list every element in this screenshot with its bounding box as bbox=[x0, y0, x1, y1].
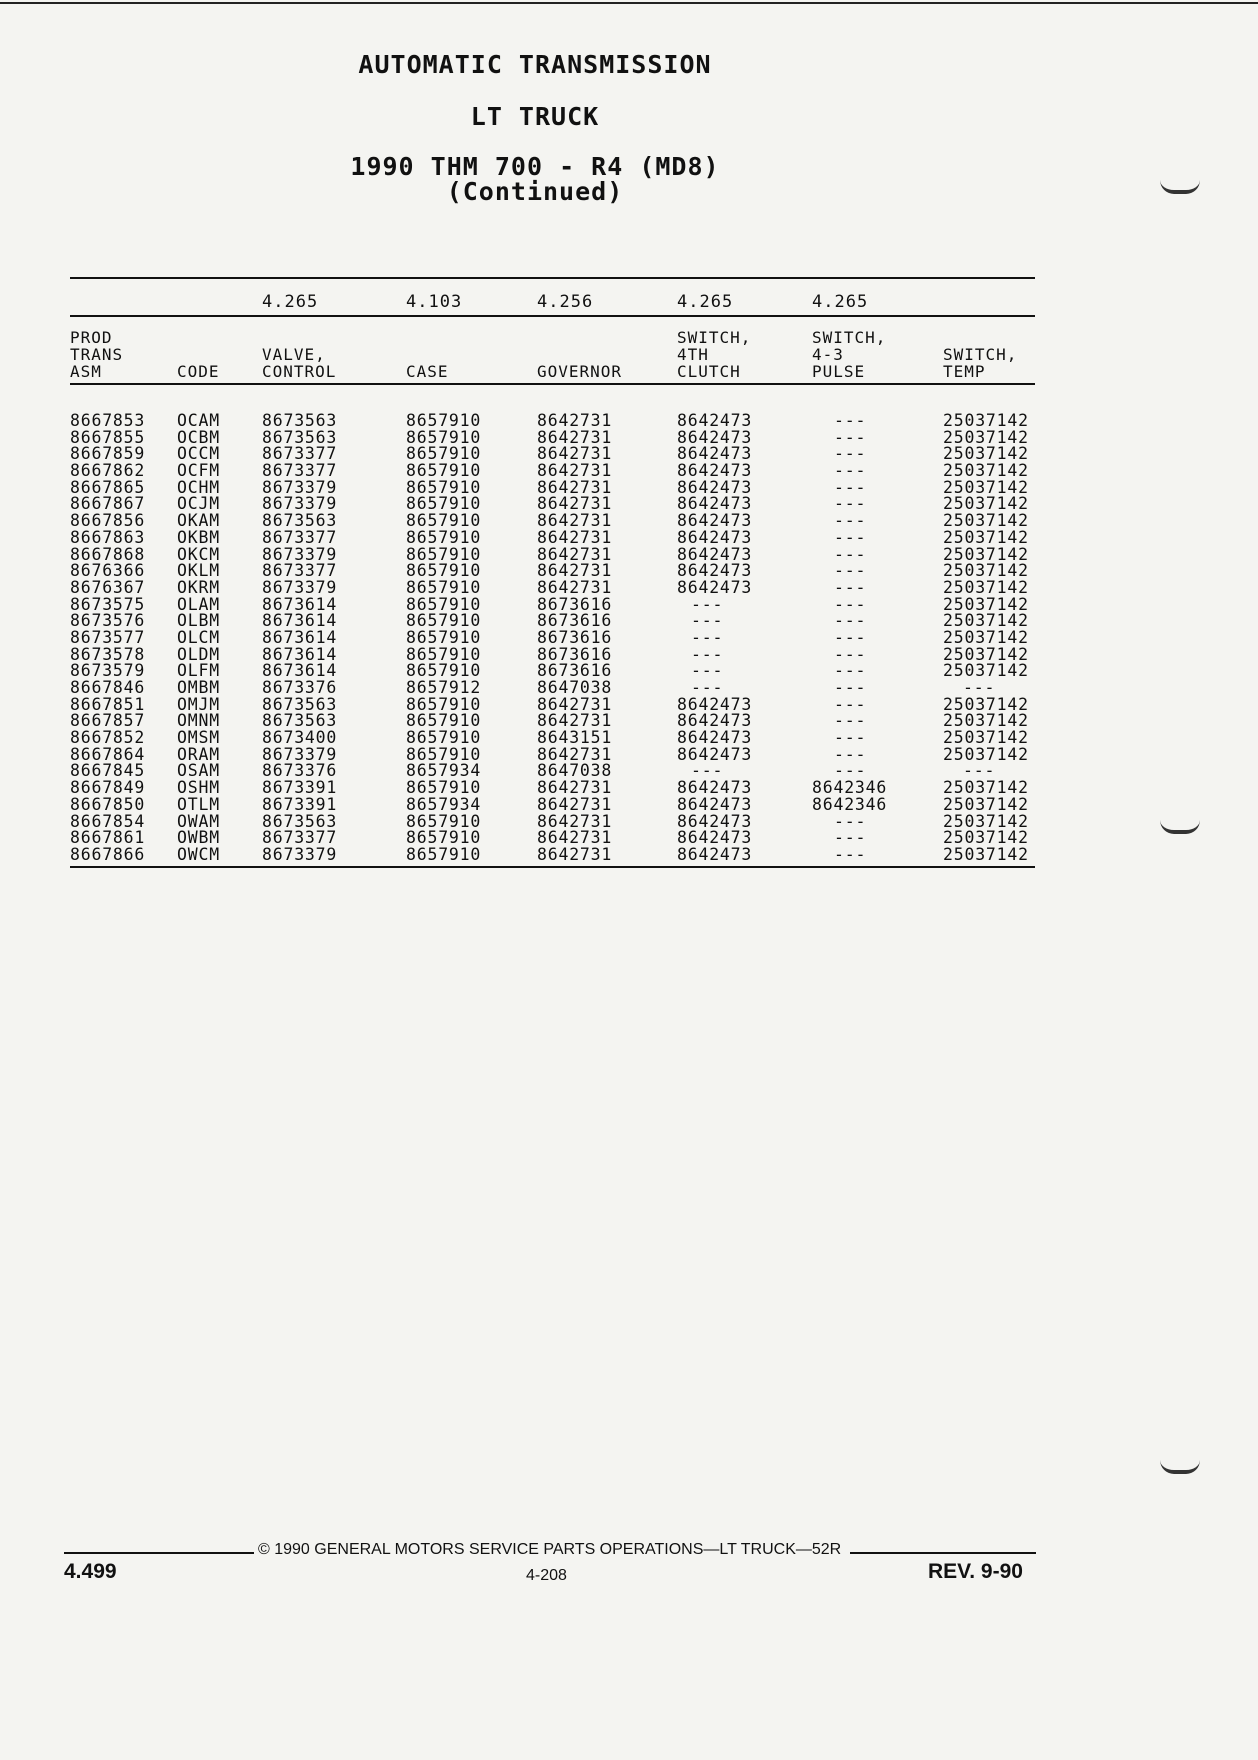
table-cell: 8642473 bbox=[677, 794, 753, 814]
table-cell: --- bbox=[834, 744, 867, 764]
table-cell: 25037142 bbox=[943, 461, 1029, 481]
table-cell: --- bbox=[834, 444, 867, 464]
table-cell: OLCM bbox=[177, 627, 220, 647]
table-cell: OSHM bbox=[177, 778, 220, 798]
table-cell: OLBM bbox=[177, 611, 220, 631]
table-cell: 8642473 bbox=[677, 828, 753, 848]
table-cell: 8673575 bbox=[70, 594, 146, 614]
table-row bbox=[0, 796, 1258, 813]
table-cell: --- bbox=[691, 611, 724, 631]
table-cell: 25037142 bbox=[943, 744, 1029, 764]
table-cell: 8673563 bbox=[262, 411, 338, 430]
table-cell: 8667862 bbox=[70, 461, 146, 481]
table-cell: 8673379 bbox=[262, 477, 338, 497]
table-cell: 8673377 bbox=[262, 561, 338, 581]
table-cell: OLAM bbox=[177, 594, 220, 614]
table-cell: OKLM bbox=[177, 561, 220, 581]
column-header bbox=[537, 329, 622, 380]
table-cell: ORAM bbox=[177, 744, 220, 764]
parts-table-body bbox=[0, 412, 1258, 863]
table-cell: 8642731 bbox=[537, 828, 613, 848]
table-cell: 25037142 bbox=[943, 594, 1029, 614]
column-header-line: PULSE bbox=[812, 362, 866, 381]
table-cell: 8642731 bbox=[537, 577, 613, 597]
table-cell: --- bbox=[834, 644, 867, 664]
table-cell: 8657910 bbox=[406, 461, 482, 481]
table-cell: OMBM bbox=[177, 678, 220, 697]
table-cell: 8673377 bbox=[262, 828, 338, 848]
table-cell: --- bbox=[691, 761, 724, 781]
document-title: AUTOMATIC TRANSMISSION bbox=[358, 50, 712, 79]
table-row bbox=[0, 479, 1258, 496]
table-cell: 8657910 bbox=[406, 828, 482, 848]
table-cell: 8642473 bbox=[677, 444, 753, 464]
table-cell: 25037142 bbox=[943, 794, 1029, 814]
table-cell: 25037142 bbox=[943, 561, 1029, 581]
table-row bbox=[0, 846, 1258, 863]
table-cell: 8667867 bbox=[70, 494, 146, 514]
table-cell: 8676367 bbox=[70, 577, 146, 597]
table-cell: 8647038 bbox=[537, 761, 613, 781]
table-cell: 8667855 bbox=[70, 427, 146, 447]
table-cell: --- bbox=[834, 527, 867, 547]
table-row bbox=[0, 813, 1258, 830]
table-cell: 25037142 bbox=[943, 728, 1029, 748]
table-cell: 8642731 bbox=[537, 778, 613, 798]
table-cell: 8667846 bbox=[70, 678, 146, 697]
table-cell: 8667868 bbox=[70, 544, 146, 564]
table-cell: 8657910 bbox=[406, 527, 482, 547]
table-cell: 25037142 bbox=[943, 811, 1029, 831]
table-cell: 25037142 bbox=[943, 644, 1029, 664]
table-cell: 8673616 bbox=[537, 611, 613, 631]
column-header-line: CASE bbox=[406, 362, 449, 381]
table-cell: 8642473 bbox=[677, 477, 753, 497]
group-ref: 4.103 bbox=[406, 292, 463, 312]
table-cell: 8673579 bbox=[70, 661, 146, 681]
table-cell: 8643151 bbox=[537, 728, 613, 748]
table-cell: 8673563 bbox=[262, 694, 338, 714]
table-top-rule bbox=[70, 277, 1035, 279]
table-cell: 25037142 bbox=[943, 828, 1029, 848]
table-cell: 25037142 bbox=[943, 661, 1029, 681]
table-row bbox=[0, 429, 1258, 446]
table-cell: 25037142 bbox=[943, 844, 1029, 864]
table-cell: 8673377 bbox=[262, 461, 338, 481]
table-cell: 8667859 bbox=[70, 444, 146, 464]
column-header bbox=[943, 329, 1017, 380]
table-cell: 8673616 bbox=[537, 644, 613, 664]
table-cell: 25037142 bbox=[943, 477, 1029, 497]
table-cell: 8657910 bbox=[406, 444, 482, 464]
table-cell: 25037142 bbox=[943, 627, 1029, 647]
table-row bbox=[0, 762, 1258, 779]
column-header-line: TRANS bbox=[70, 345, 124, 364]
table-cell: OCAM bbox=[177, 411, 220, 430]
table-row bbox=[0, 596, 1258, 613]
table-cell: --- bbox=[834, 561, 867, 581]
table-cell: 8667861 bbox=[70, 828, 146, 848]
table-cell: 8657910 bbox=[406, 728, 482, 748]
table-cell: OSAM bbox=[177, 761, 220, 781]
table-cell: 8642731 bbox=[537, 527, 613, 547]
table-cell: --- bbox=[834, 594, 867, 614]
table-cell: 8657910 bbox=[406, 594, 482, 614]
table-cell: 8657910 bbox=[406, 644, 482, 664]
table-cell: 8657910 bbox=[406, 844, 482, 864]
table-cell: 8657912 bbox=[406, 678, 482, 697]
table-cell: 8642731 bbox=[537, 477, 613, 497]
group-ref: 4.265 bbox=[677, 292, 734, 312]
column-header-line: VALVE, bbox=[262, 345, 326, 364]
table-cell: 8673563 bbox=[262, 427, 338, 447]
table-cell: 8676366 bbox=[70, 561, 146, 581]
column-header bbox=[70, 329, 123, 380]
table-cell: 8673614 bbox=[262, 594, 338, 614]
table-cell: 8642731 bbox=[537, 844, 613, 864]
table-cell: 8673614 bbox=[262, 627, 338, 647]
table-cell: --- bbox=[834, 711, 867, 731]
table-cell: 8642731 bbox=[537, 794, 613, 814]
table-cell: 8642473 bbox=[677, 544, 753, 564]
table-cell: OCBM bbox=[177, 427, 220, 447]
table-cell: OWAM bbox=[177, 811, 220, 831]
table-row bbox=[0, 495, 1258, 512]
table-row bbox=[0, 712, 1258, 729]
column-header-line bbox=[177, 329, 220, 346]
column-header bbox=[262, 329, 336, 380]
table-cell: 8657910 bbox=[406, 694, 482, 714]
table-cell: 25037142 bbox=[943, 611, 1029, 631]
table-cell: OCFM bbox=[177, 461, 220, 481]
table-cell: 8673379 bbox=[262, 844, 338, 864]
table-cell: OCCM bbox=[177, 444, 220, 464]
table-cell: 8657910 bbox=[406, 561, 482, 581]
table-cell: 8642473 bbox=[677, 511, 753, 531]
table-cell: 8673376 bbox=[262, 761, 338, 781]
table-cell: --- bbox=[691, 661, 724, 681]
document-subtitle: LT TRUCK bbox=[470, 102, 600, 131]
table-cell: 8657910 bbox=[406, 544, 482, 564]
table-cell: 8673379 bbox=[262, 544, 338, 564]
table-cell: 8642473 bbox=[677, 561, 753, 581]
table-cell: OMNM bbox=[177, 711, 220, 731]
table-cell: 8667850 bbox=[70, 794, 146, 814]
group-ref: 4.265 bbox=[262, 292, 319, 312]
table-cell: 8642346 bbox=[812, 778, 888, 798]
table-cell: 8642473 bbox=[677, 527, 753, 547]
table-cell: 8647038 bbox=[537, 678, 613, 697]
table-cell: 8642731 bbox=[537, 511, 613, 531]
column-header-line: SWITCH, bbox=[943, 345, 1018, 364]
table-cell: 8642731 bbox=[537, 427, 613, 447]
table-cell: 8673616 bbox=[537, 594, 613, 614]
table-cell: 8657910 bbox=[406, 477, 482, 497]
table-cell: OKAM bbox=[177, 511, 220, 531]
top-edge-rule bbox=[0, 2, 1258, 4]
table-cell: 8657910 bbox=[406, 511, 482, 531]
table-cell: 8667854 bbox=[70, 811, 146, 831]
footer-rule-left bbox=[64, 1552, 254, 1554]
table-cell: 8642731 bbox=[537, 711, 613, 731]
table-cell: 8657910 bbox=[406, 494, 482, 514]
column-header-line: CODE bbox=[177, 362, 220, 381]
table-cell: 8667863 bbox=[70, 527, 146, 547]
table-cell: --- bbox=[834, 411, 867, 430]
column-header-line: CONTROL bbox=[262, 362, 337, 381]
table-cell: 8657910 bbox=[406, 577, 482, 597]
table-cell: --- bbox=[691, 644, 724, 664]
table-cell: 8657910 bbox=[406, 661, 482, 681]
table-cell: 8642473 bbox=[677, 577, 753, 597]
column-header-line: CLUTCH bbox=[677, 362, 741, 381]
model-title: 1990 THM 700 - R4 (MD8) bbox=[350, 152, 720, 181]
table-cell: 8673578 bbox=[70, 644, 146, 664]
column-header-line: 4TH bbox=[677, 345, 709, 364]
table-cell: --- bbox=[834, 694, 867, 714]
table-cell: 8657910 bbox=[406, 744, 482, 764]
table-cell: --- bbox=[834, 678, 867, 697]
column-header-line bbox=[943, 329, 1017, 346]
table-cell: 8642473 bbox=[677, 711, 753, 731]
table-cell: 8667849 bbox=[70, 778, 146, 798]
table-cell: --- bbox=[834, 611, 867, 631]
table-cell: 8657910 bbox=[406, 627, 482, 647]
table-cell: 8642731 bbox=[537, 744, 613, 764]
table-cell: 8657910 bbox=[406, 611, 482, 631]
table-cell: 25037142 bbox=[943, 511, 1029, 531]
column-header-line: TEMP bbox=[943, 362, 986, 381]
table-cell: --- bbox=[834, 477, 867, 497]
page-number-left: 4.499 bbox=[64, 1560, 117, 1583]
table-cell: OLDM bbox=[177, 644, 220, 664]
table-cell: 8673563 bbox=[262, 811, 338, 831]
table-cell: 8673576 bbox=[70, 611, 146, 631]
group-ref: 4.265 bbox=[812, 292, 869, 312]
table-row bbox=[0, 412, 1258, 429]
binder-hole-mark bbox=[1160, 1460, 1200, 1474]
table-cell: 8657934 bbox=[406, 794, 482, 814]
column-header-line: SWITCH, bbox=[677, 328, 752, 347]
table-row bbox=[0, 729, 1258, 746]
table-cell: 8657910 bbox=[406, 411, 482, 430]
table-row bbox=[0, 612, 1258, 629]
column-header bbox=[177, 329, 220, 380]
copyright-line: © 1990 GENERAL MOTORS SERVICE PARTS OPERATIONS—LT TRUCK—52R bbox=[258, 1541, 842, 1558]
table-cell: 8642473 bbox=[677, 461, 753, 481]
table-cell: --- bbox=[834, 494, 867, 514]
page-number-center: 4-208 bbox=[526, 1567, 567, 1584]
table-cell: 8642731 bbox=[537, 461, 613, 481]
table-cell: 8667852 bbox=[70, 728, 146, 748]
table-cell: 8673376 bbox=[262, 678, 338, 697]
table-cell: --- bbox=[834, 427, 867, 447]
table-cell: 8667853 bbox=[70, 411, 146, 430]
table-cell: 8673400 bbox=[262, 728, 338, 748]
table-row bbox=[0, 662, 1258, 679]
table-cell: --- bbox=[834, 844, 867, 864]
table-cell: --- bbox=[834, 761, 867, 781]
table-cell: 8667851 bbox=[70, 694, 146, 714]
table-row bbox=[0, 529, 1258, 546]
column-header bbox=[406, 329, 449, 380]
table-cell: 25037142 bbox=[943, 444, 1029, 464]
table-cell: OCHM bbox=[177, 477, 220, 497]
table-cell: 8673391 bbox=[262, 778, 338, 798]
table-cell: --- bbox=[963, 761, 996, 781]
table-cell: 8673614 bbox=[262, 611, 338, 631]
footer-rule-right bbox=[850, 1552, 1036, 1554]
table-row bbox=[0, 562, 1258, 579]
column-header-line: GOVERNOR bbox=[537, 362, 623, 381]
table-cell: 8657910 bbox=[406, 427, 482, 447]
table-cell: 25037142 bbox=[943, 427, 1029, 447]
table-cell: 8673563 bbox=[262, 711, 338, 731]
table-cell: 8667845 bbox=[70, 761, 146, 781]
table-cell: 25037142 bbox=[943, 544, 1029, 564]
column-header-line bbox=[537, 346, 622, 363]
table-cell: 8642731 bbox=[537, 544, 613, 564]
table-cell: 8642473 bbox=[677, 728, 753, 748]
table-cell: 8657910 bbox=[406, 811, 482, 831]
table-cell: --- bbox=[834, 661, 867, 681]
table-cell: 8673577 bbox=[70, 627, 146, 647]
table-cell: OWBM bbox=[177, 828, 220, 848]
table-cell: 8673379 bbox=[262, 494, 338, 514]
table-cell: 8642731 bbox=[537, 494, 613, 514]
column-header-line bbox=[262, 329, 336, 346]
table-cell: 8657934 bbox=[406, 761, 482, 781]
table-cell: 8673377 bbox=[262, 444, 338, 464]
table-row bbox=[0, 829, 1258, 846]
table-cell: 8673379 bbox=[262, 744, 338, 764]
table-cell: 8642473 bbox=[677, 494, 753, 514]
table-row bbox=[0, 746, 1258, 763]
table-cell: 8657910 bbox=[406, 711, 482, 731]
table-cell: 8673563 bbox=[262, 511, 338, 531]
table-cell: 8642473 bbox=[677, 427, 753, 447]
table-cell: 8667865 bbox=[70, 477, 146, 497]
table-cell: 25037142 bbox=[943, 577, 1029, 597]
table-row bbox=[0, 679, 1258, 696]
table-cell: 8667857 bbox=[70, 711, 146, 731]
table-bottom-rule bbox=[70, 866, 1035, 868]
table-row bbox=[0, 779, 1258, 796]
continued-label: (Continued) bbox=[446, 177, 624, 206]
table-row bbox=[0, 445, 1258, 462]
table-cell: 8642473 bbox=[677, 844, 753, 864]
table-cell: --- bbox=[834, 461, 867, 481]
table-cell: 8673379 bbox=[262, 577, 338, 597]
table-cell: 8642473 bbox=[677, 411, 753, 430]
table-row bbox=[0, 646, 1258, 663]
column-header-line bbox=[177, 346, 220, 363]
column-header-line: ASM bbox=[70, 362, 102, 381]
column-header bbox=[812, 329, 886, 380]
table-cell: --- bbox=[963, 678, 996, 697]
table-cell: 25037142 bbox=[943, 494, 1029, 514]
column-header-line: PROD bbox=[70, 328, 113, 347]
table-cell: 8642731 bbox=[537, 694, 613, 714]
table-cell: 8642731 bbox=[537, 444, 613, 464]
table-cell: OLFM bbox=[177, 661, 220, 681]
table-cell: 8667864 bbox=[70, 744, 146, 764]
table-cell: 25037142 bbox=[943, 411, 1029, 430]
table-cell: OKRM bbox=[177, 577, 220, 597]
group-ref: 4.256 bbox=[537, 292, 594, 312]
table-row bbox=[0, 512, 1258, 529]
table-cell: --- bbox=[834, 828, 867, 848]
table-row bbox=[0, 579, 1258, 596]
table-row bbox=[0, 462, 1258, 479]
table-cell: OCJM bbox=[177, 494, 220, 514]
table-cell: 8673614 bbox=[262, 661, 338, 681]
column-header-line: SWITCH, bbox=[812, 328, 887, 347]
table-cell: --- bbox=[834, 577, 867, 597]
table-cell: OWCM bbox=[177, 844, 220, 864]
table-cell: --- bbox=[691, 594, 724, 614]
table-row bbox=[0, 546, 1258, 563]
table-cell: 8673616 bbox=[537, 627, 613, 647]
table-cell: 8642731 bbox=[537, 811, 613, 831]
table-row bbox=[0, 629, 1258, 646]
table-cell: OTLM bbox=[177, 794, 220, 814]
column-header-line bbox=[406, 346, 449, 363]
table-cell: 25037142 bbox=[943, 527, 1029, 547]
table-cell: 25037142 bbox=[943, 778, 1029, 798]
table-cell: 8642731 bbox=[537, 411, 613, 430]
table-ref-rule bbox=[70, 315, 1035, 317]
table-cell: --- bbox=[834, 811, 867, 831]
column-header-line bbox=[406, 329, 449, 346]
table-cell: OMSM bbox=[177, 728, 220, 748]
table-cell: 8642473 bbox=[677, 811, 753, 831]
table-cell: --- bbox=[834, 728, 867, 748]
table-cell: 8642473 bbox=[677, 744, 753, 764]
table-cell: OKBM bbox=[177, 527, 220, 547]
column-header bbox=[677, 329, 751, 380]
table-header-rule bbox=[70, 383, 1035, 385]
revision-label: REV. 9-90 bbox=[928, 1560, 1023, 1583]
table-row bbox=[0, 696, 1258, 713]
table-cell: 8642473 bbox=[677, 694, 753, 714]
table-cell: --- bbox=[834, 544, 867, 564]
table-cell: 8642731 bbox=[537, 561, 613, 581]
table-cell: 8673614 bbox=[262, 644, 338, 664]
column-header-line: 4-3 bbox=[812, 345, 844, 364]
table-cell: 8667856 bbox=[70, 511, 146, 531]
table-cell: 8673616 bbox=[537, 661, 613, 681]
column-header-line bbox=[537, 329, 622, 346]
table-cell: --- bbox=[691, 627, 724, 647]
table-cell: OMJM bbox=[177, 694, 220, 714]
table-cell: 8642346 bbox=[812, 794, 888, 814]
table-cell: --- bbox=[834, 627, 867, 647]
table-cell: 8657910 bbox=[406, 778, 482, 798]
table-cell: --- bbox=[834, 511, 867, 531]
table-cell: 8673391 bbox=[262, 794, 338, 814]
table-cell: 8667866 bbox=[70, 844, 146, 864]
table-cell: --- bbox=[691, 678, 724, 697]
table-cell: 25037142 bbox=[943, 711, 1029, 731]
table-cell: OKCM bbox=[177, 544, 220, 564]
binder-hole-mark bbox=[1160, 180, 1200, 194]
table-cell: 25037142 bbox=[943, 694, 1029, 714]
table-cell: 8673377 bbox=[262, 527, 338, 547]
table-cell: 8642473 bbox=[677, 778, 753, 798]
